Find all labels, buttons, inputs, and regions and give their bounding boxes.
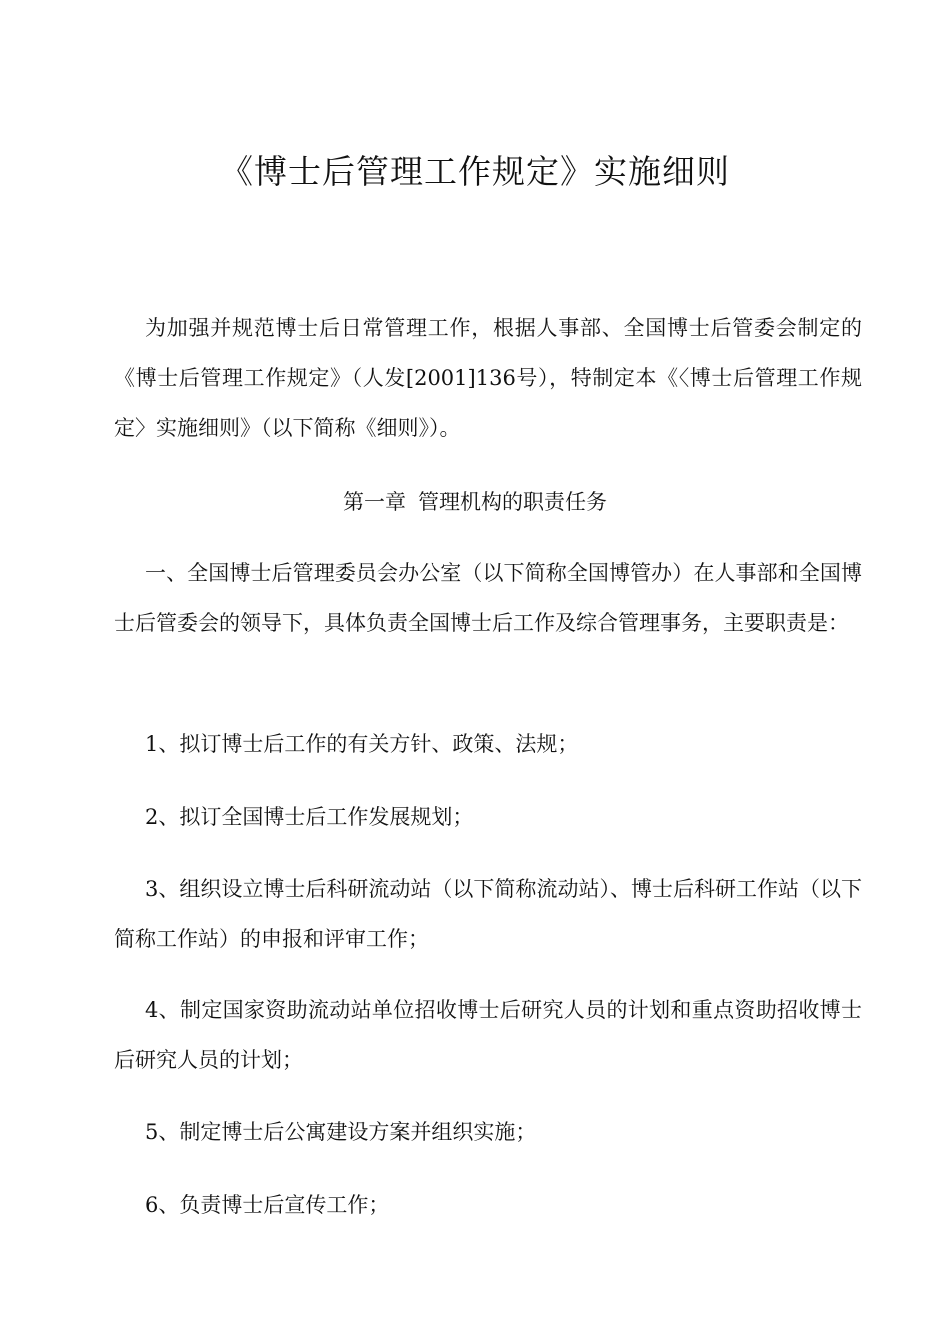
list-item: 3、组织设立博士后科研流动站（以下简称流动站）、博士后科研工作站（以下简称工作站）的申报和评审工作； xyxy=(114,877,862,951)
chapter-number: 第一章 xyxy=(343,490,406,514)
chapter-heading xyxy=(0,477,950,527)
list-item: 6、负责博士后宣传工作； xyxy=(145,1193,390,1217)
intro-paragraph: 为加强并规范博士后日常管理工作，根据人事部、全国博士后管委会制定的《博士后管理工作规定》（人发[2001]136号），特制定本《〈博士后管理工作规定〉实施细则》（以下简称《细则》）。 xyxy=(114,316,862,440)
list-item: 5、制定博士后公寓建设方案并组织实施； xyxy=(145,1120,537,1144)
section-paragraph: 一、全国博士后管理委员会办公室（以下简称全国博管办）在人事部和全国博士后管委会的领导下，具体负责全国博士后工作及综合管理事务，主要职责是： xyxy=(114,561,862,635)
list-item: 1、拟订博士后工作的有关方针、政策、法规； xyxy=(145,732,579,756)
list-item: 2、拟订全国博士后工作发展规划； xyxy=(145,805,474,829)
chapter-name: 管理机构的职责任务 xyxy=(418,490,607,514)
list-item: 4、制定国家资助流动站单位招收博士后研究人员的计划和重点资助招收博士后研究人员的计划； xyxy=(114,998,862,1072)
document-title: 《博士后管理工作规定》实施细则 xyxy=(220,152,730,191)
